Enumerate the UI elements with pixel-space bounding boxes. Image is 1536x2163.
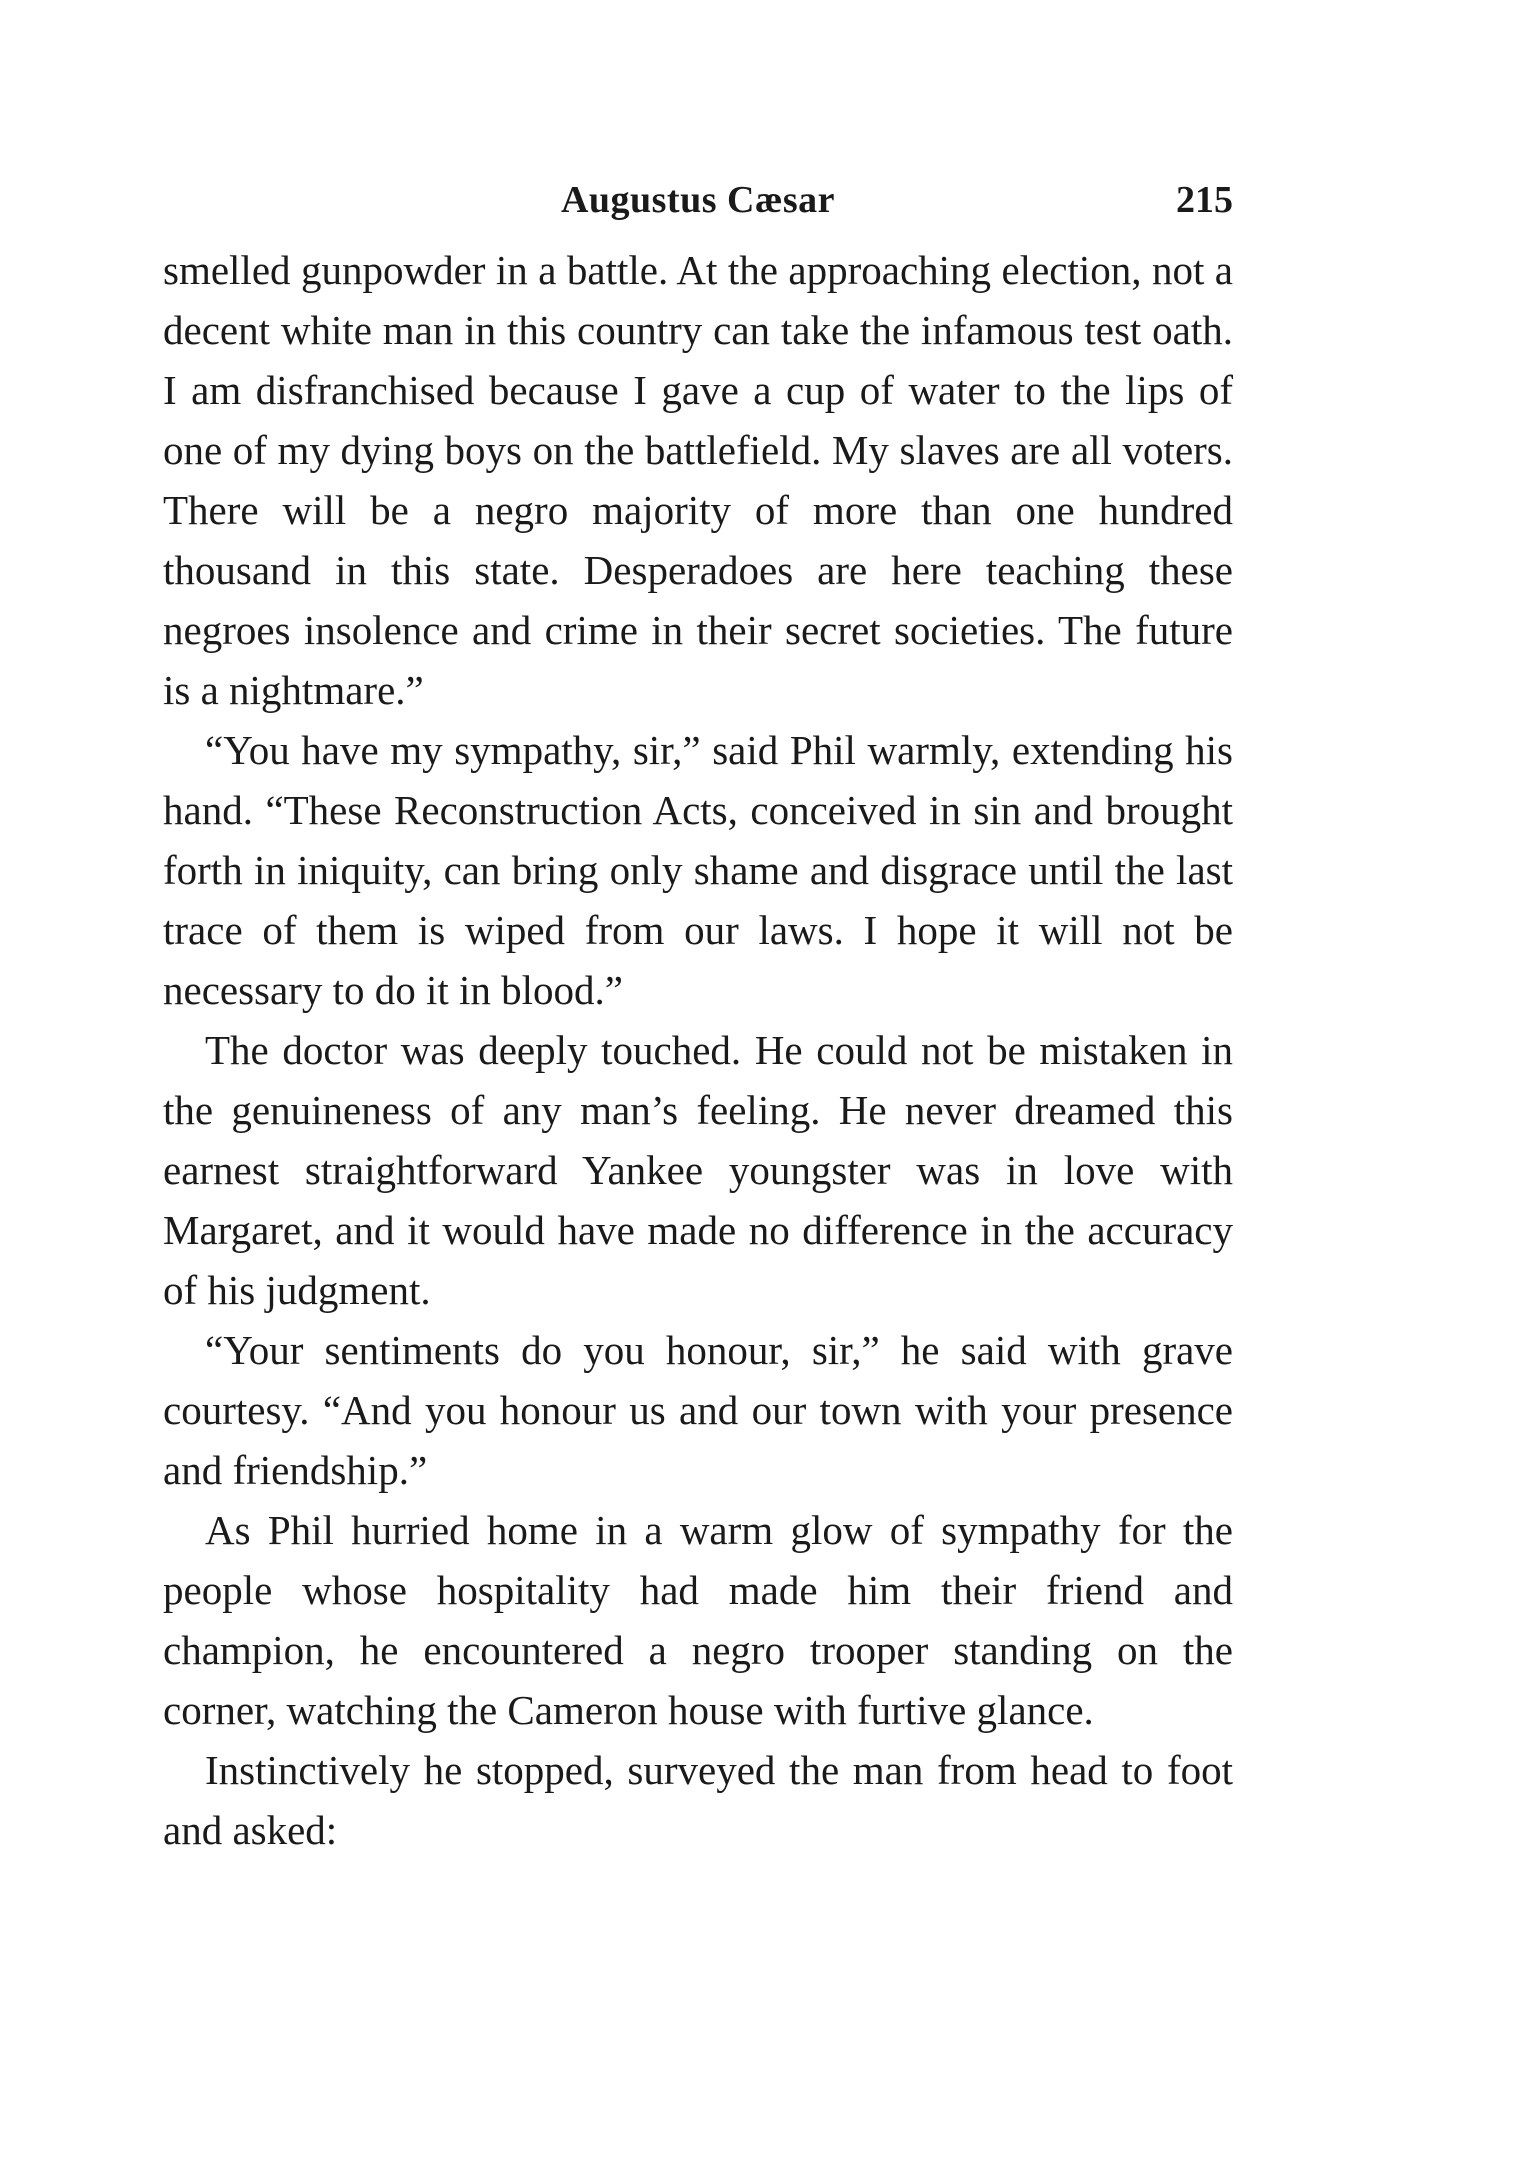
paragraph: The doctor was deeply touched. He could not be mistaken in the genuineness of any man’s feeling. He never dreamed this earnest straightforward Yankee youngster was in love with Margaret, and it would have made no difference in the accuracy of his judgment. <box>163 1027 1233 1313</box>
paragraph-continuation: smelled gunpowder in a battle. At the approaching election, not a decent white man in this country can take the infamous test oath. I am disfranchised because I gave a cup of water to the lips of one of my dying boys on the battlefield. My slaves are all voters. There will be a negro majority of more than one hundred thousand in this state. Desperadoes are here teaching these negroes insolence and crime in their secret societies. The future is a nightmare.” <box>163 247 1233 713</box>
body-text <box>163 240 1233 1860</box>
chapter-title: Augustus Cæsar <box>560 179 836 221</box>
paragraph: As Phil hurried home in a warm glow of sympathy for the people whose hospitality had made him their friend and champion, he encountered a negro trooper standing on the corner, watching the Cameron house with furtive glance. <box>163 1507 1233 1733</box>
book-page <box>163 170 1233 1860</box>
paragraph: Instinctively he stopped, surveyed the man from head to foot and asked: <box>163 1747 1233 1853</box>
paragraph: “Your sentiments do you honour, sir,” he said with grave courtesy. “And you honour us and our town with your presence and friendship.” <box>163 1327 1233 1493</box>
page-number: 215 <box>1176 179 1233 221</box>
paragraph: “You have my sympathy, sir,” said Phil warmly, extending his hand. “These Reconstruction Acts, conceived in sin and brought forth in iniquity, can bring only shame and disgrace until the last trace of them is wiped from our laws. I hope it will not be necessary to do it in blood.” <box>163 727 1233 1013</box>
running-header <box>163 170 1233 240</box>
